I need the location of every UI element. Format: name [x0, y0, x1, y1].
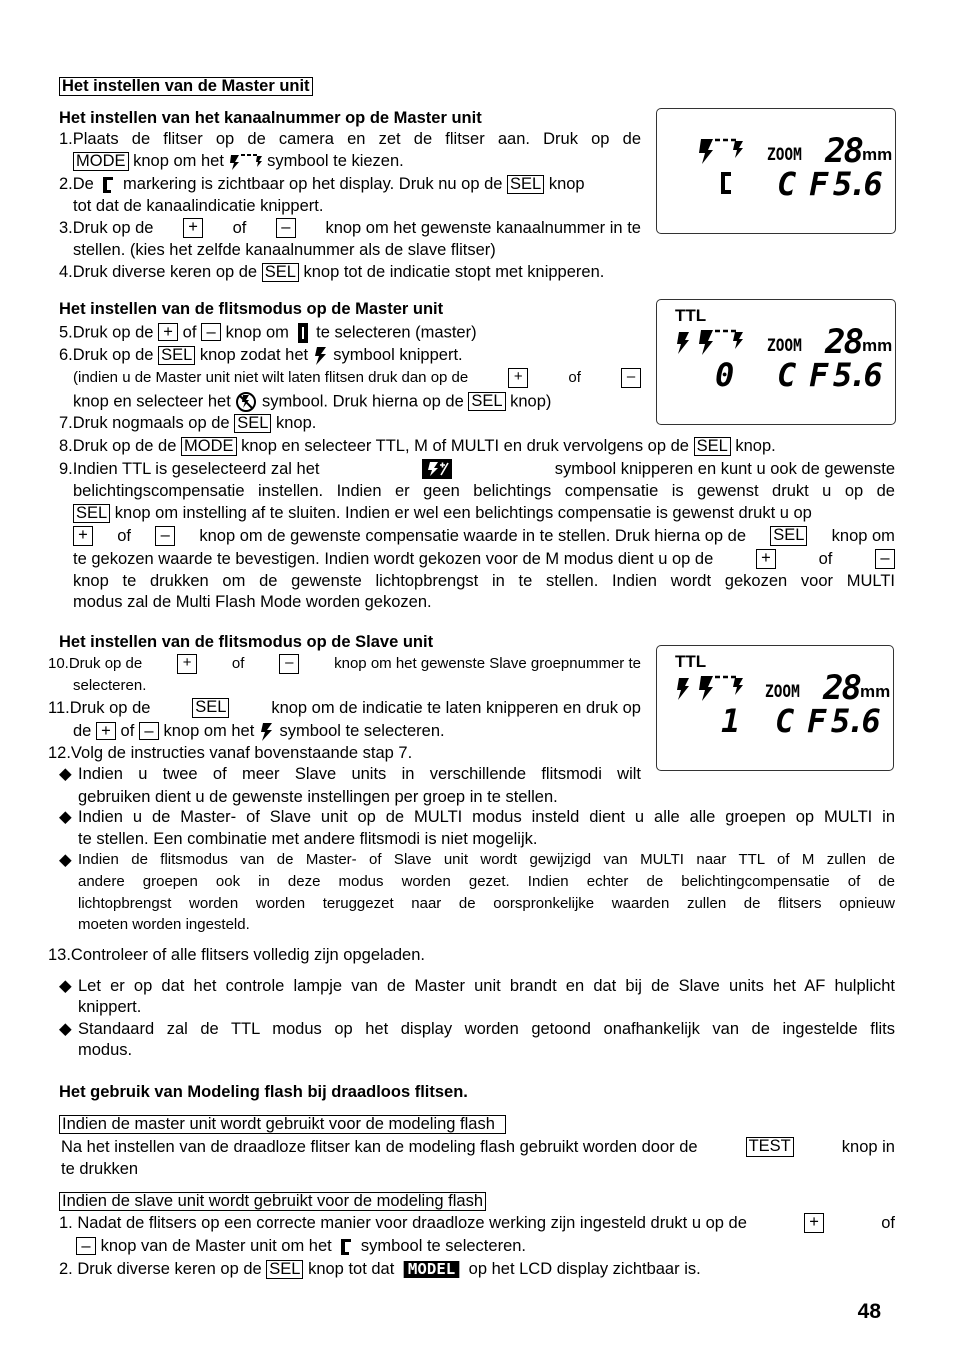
minus-key: –	[276, 218, 296, 238]
flash-bolt-icon	[677, 678, 689, 700]
step-12: 12.Volg de instructies vanaf bovenstaande stap 7.	[48, 744, 413, 762]
step-9-l2: belichtingscompensatie instellen. Indien er geen belichtings compensatie is gewenst drukt u op de	[73, 482, 895, 500]
lcd-display-master: TTL ZOOM 28 mm 0 C F 5.6	[656, 299, 896, 425]
no-flash-icon	[235, 391, 257, 413]
note-5-cont: modus.	[78, 1041, 133, 1059]
page-number: 48	[857, 1300, 881, 1323]
flash-bolt-icon	[677, 332, 689, 354]
step-6-note: (indien u de Master unit niet wilt laten flitsen druk dan op de + of –	[73, 368, 641, 388]
lcd-c: C	[777, 165, 797, 203]
step-11: 11.Druk op de SEL knop om de indicatie te laten knipperen en druk op	[48, 698, 641, 717]
section-title-master: Het instellen van de Master unit	[59, 76, 313, 96]
test-key: TEST	[746, 1137, 794, 1157]
note-1-cont: gebruiken dient u de gewenste instellingen per groep in te stellen.	[78, 788, 558, 806]
channel-c-icon	[98, 175, 118, 195]
channel-c-icon	[336, 1237, 356, 1257]
heading-flashmode-master: Het instellen van de flitsmodus op de Master unit	[59, 300, 444, 318]
note-3-l4: moeten worden ingesteld.	[78, 916, 250, 933]
lcd-group: 1	[721, 702, 741, 740]
wireless-master-icon	[699, 330, 743, 355]
step-2: 2.De markering is zichtbaar op het display. Druk nu op de SEL knop	[59, 175, 585, 193]
flash-bolt-icon	[313, 346, 329, 366]
sel-key: SEL	[262, 263, 299, 282]
lcd-zoom: ZOOM	[767, 145, 802, 165]
step-9-l6: knop te drukken om de gewenste lichtopbrengst in te stellen. Indien wordt gekozen voor MULTI	[73, 572, 895, 590]
wireless-master-icon	[229, 153, 263, 171]
bullet-icon: ◆	[59, 765, 72, 783]
model-indicator: MODEL	[404, 1261, 460, 1278]
step-3-cont: stellen. (kies het zelfde kanaalnummer als de slave flitser)	[73, 241, 496, 259]
step-9-l3: SEL knop om instelling af te sluiten. Indien er wel een belichtings compensatie is gewenst drukt u op	[73, 503, 812, 523]
step-11-cont: de + of – knop om het symbool te selecteren.	[73, 722, 445, 740]
bullet-icon: ◆	[59, 977, 72, 995]
plus-key: +	[183, 218, 203, 238]
step-3: 3.Druk op de + of – knop om het gewenste kanaalnummer in te	[59, 218, 641, 237]
heading-flashmode-slave: Het instellen van de flitsmodus op de Slave unit	[59, 633, 434, 651]
step-9: 9.Indien TTL is geselecteerd zal het symbool knipperen en kunt u ook de gewenste	[59, 460, 895, 478]
step-9-l7: modus zal de Multi Flash Mode worden gekozen.	[73, 593, 432, 611]
lcd-f: F	[809, 165, 829, 203]
master-group-icon	[294, 322, 312, 344]
bullet-icon: ◆	[59, 1020, 72, 1038]
step-10: 10.Druk op de + of – knop om het gewenste Slave groepnummer te	[48, 654, 641, 672]
step-6-note-cont: knop en selecteer het symbool. Druk hierna op de SEL knop)	[73, 391, 551, 413]
lcd-ttl: TTL	[675, 306, 707, 325]
master-modeling-text: Na het instellen van de draadloze flitser kan de modeling flash gebruikt worden door de TEST knop in	[61, 1137, 895, 1156]
wireless-master-icon	[699, 139, 743, 164]
step-1-cont: MODE knop om het symbool te kiezen.	[73, 151, 404, 171]
note-5: Standaard zal de TTL modus op het display worden getoond onafhankelijk van de ingestelde flits	[78, 1020, 895, 1038]
step-6: 6.Druk op de SEL knop zodat het symbool knippert.	[59, 346, 463, 364]
note-2-cont: te stellen. Een combinatie met andere flitsmodi is niet mogelijk.	[78, 830, 538, 848]
step-10-cont: selecteren.	[73, 677, 147, 694]
step-2-cont: tot dat de kanaalindicatie knippert.	[73, 197, 324, 215]
note-1: Indien u twee of meer Slave units in verschillende flitsmodi wilt	[78, 765, 641, 783]
step-9-l5: te gekozen waarde te bevestigen. Indien wordt gekozen voor de M modus dient u op de + of –	[73, 549, 895, 569]
bullet-icon: ◆	[59, 851, 72, 869]
note-4-cont: knippert.	[78, 998, 142, 1016]
note-4: Let er op dat het controle lampje van de Master unit brandt en dat bij de Slave units het AF hulplicht	[78, 977, 895, 995]
wireless-master-icon	[699, 676, 743, 701]
lcd-channel-c	[721, 172, 731, 194]
master-modeling-text-cont: te drukken	[61, 1160, 139, 1178]
step-4: 4.Druk diverse keren op de SEL knop tot de indicatie stopt met knipperen.	[59, 263, 605, 281]
step-1: 1.Plaats de flitser op de camera en zet de flitser aan. Druk op de	[59, 130, 641, 148]
exposure-compensation-icon	[422, 459, 452, 479]
flash-bolt-icon	[259, 722, 275, 742]
slave-modeling-step-2: 2. Druk diverse keren op de SEL knop tot dat MODEL op het LCD display zichtbaar is.	[59, 1260, 701, 1278]
lcd-unit: mm	[862, 145, 893, 164]
note-3-l2: andere groepen ook in deze modus worden gezet. Indien echter de belichtingcompensatie of de	[78, 873, 895, 890]
note-3: Indien de flitsmodus van de Master- of Slave unit wordt gewijzigd van MULTI naar TTL of M zullen de	[78, 851, 895, 868]
step-7: 7.Druk nogmaals op de SEL knop.	[59, 414, 317, 432]
step-8: 8.Druk op de de MODE knop en selecteer TTL, M of MULTI en druk vervolgens op de SEL knop.	[59, 437, 776, 455]
step-5: 5.Druk op de + of – knop om te selecteren (master)	[59, 322, 477, 344]
lcd-aperture: 5.6	[833, 165, 879, 203]
lcd-group: 0	[715, 356, 735, 394]
step-9-l4: + of – knop om de gewenste compensatie waarde in te stellen. Druk hierna op de SEL knop om	[73, 526, 895, 546]
heading-modeling: Het gebruik van Modeling flash bij draadloos flitsen.	[59, 1083, 468, 1101]
slave-modeling-step-1-cont: – knop van de Master unit om het symbool te selecteren.	[76, 1236, 526, 1257]
sel-key: SEL	[507, 175, 544, 194]
master-modeling-title: Indien de master unit wordt gebruikt voor de modeling flash	[59, 1114, 506, 1134]
note-3-l3: lichtopbrengst worden worden teruggezet naar de oorspronkelijke waarden zullen de flitsers opnieuw	[78, 895, 895, 912]
mode-key: MODE	[73, 152, 129, 171]
slave-modeling-title: Indien de slave unit wordt gebruikt voor de modeling flash	[59, 1191, 486, 1211]
step-13: 13.Controleer of alle flitsers volledig zijn opgeladen.	[48, 946, 425, 964]
note-2: Indien u de Master- of Slave unit op de MULTI modus insteld dient u alle alle groepen op MULTI in	[78, 808, 895, 826]
lcd-zoom-value: 28	[825, 131, 862, 171]
lcd-display-channel	[656, 108, 896, 234]
lcd-display-slave: TTL ZOOM 28 mm 1 C F 5.6	[656, 645, 894, 771]
slave-modeling-step-1: 1. Nadat de flitsers op een correcte manier voor draadloze werking zijn ingesteld drukt u op de + of	[59, 1213, 895, 1232]
heading-channel: Het instellen van het kanaalnummer op de Master unit	[59, 109, 482, 127]
bullet-icon: ◆	[59, 808, 72, 826]
